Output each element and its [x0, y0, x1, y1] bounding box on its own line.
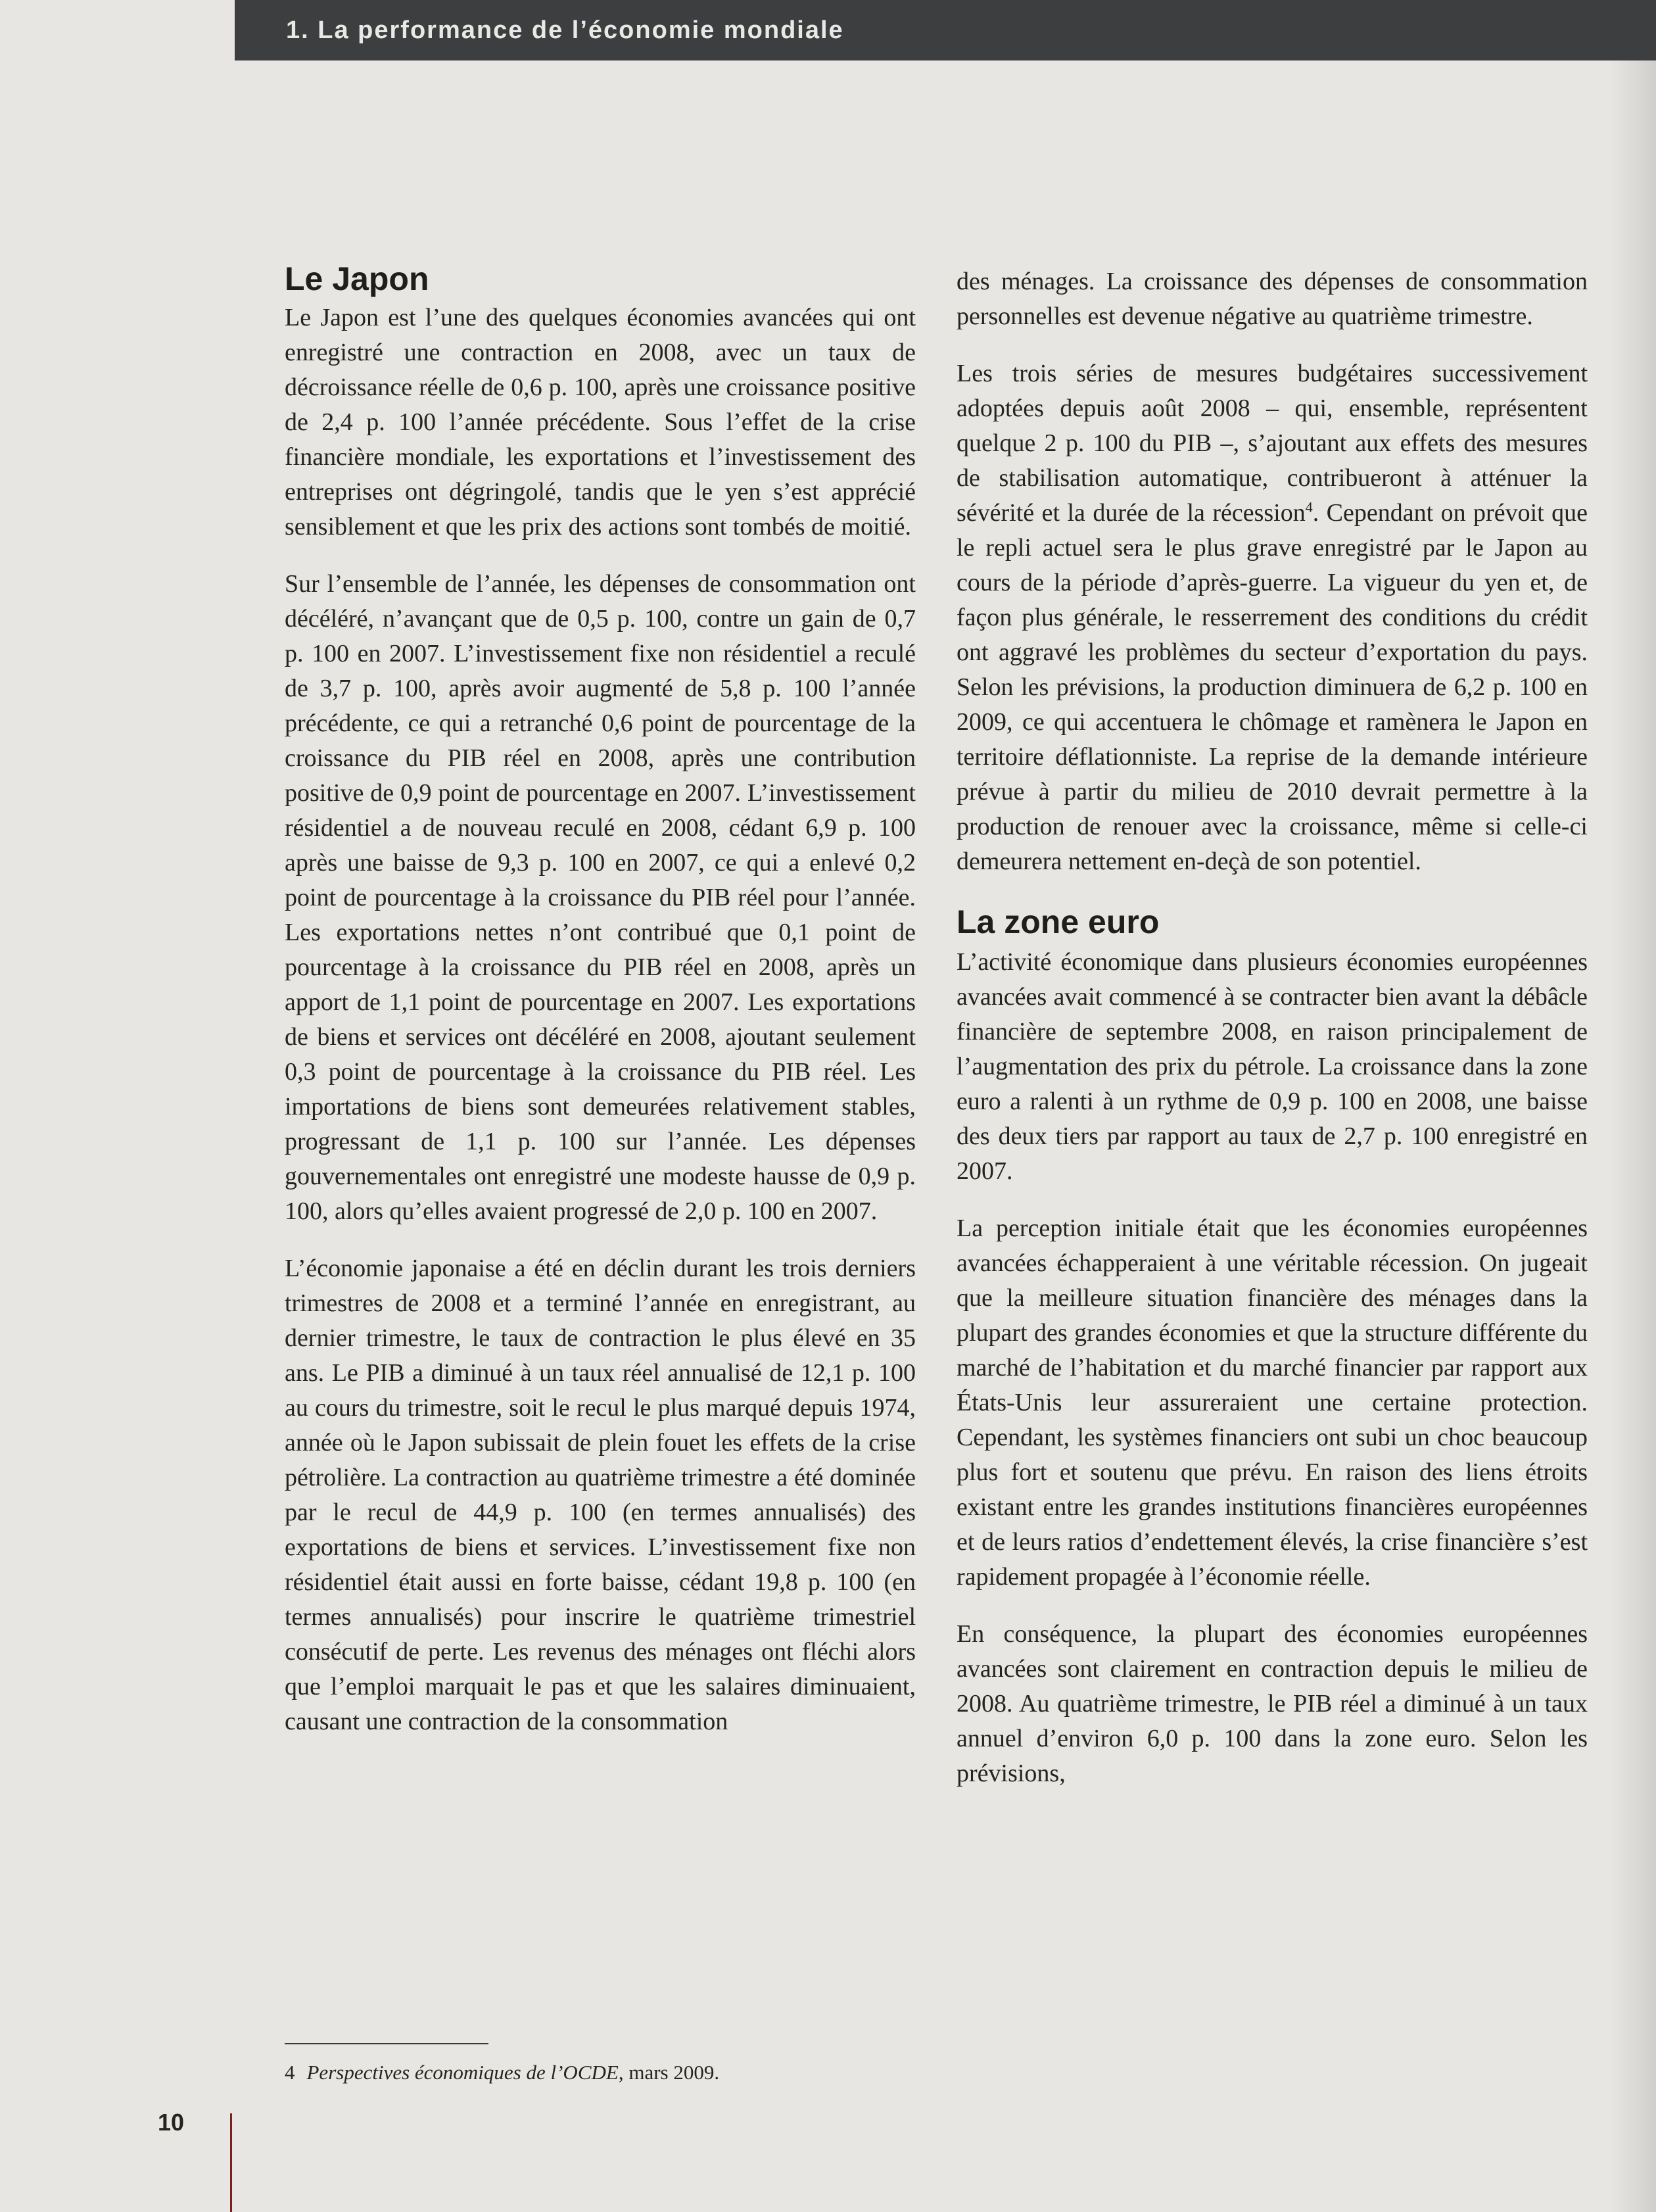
- section-heading-japon: Le Japon: [285, 260, 429, 297]
- paragraph: La perception initiale était que les économies européennes avancées échapperaient à une véritable récession. On jugeait que la meilleure situation financière des ménages dans la plupart des grandes économies et que la structure différente du marché de l’habitation et du marché financier par rapport aux États-Unis leur assureraient une certaine protection. Cependant, les systèmes financiers ont subi un choc beaucoup plus fort et soutenu que prévu. En raison des liens étroits existant entre les grandes institutions financières européennes et de leurs ratios d’endettement élevés, la crise financière s’est rapidement propagée à l’économie réelle.: [957, 1214, 1588, 1591]
- footnote-number: 4: [285, 2061, 295, 2084]
- footnote-source: Perspectives économiques de l’OCDE: [306, 2061, 619, 2084]
- section-heading-zone-euro: La zone euro: [957, 903, 1160, 940]
- page-number: 10: [158, 2109, 185, 2136]
- paragraph: L’économie japonaise a été en déclin durant les trois derniers trimestres de 2008 et a terminé l’année en enregistrant, au dernier trimestre, le taux de contraction le plus élevé en 35 ans. Le PIB a diminué à un taux réel annualisé de 12,1 p. 100 au cours du trimestre, soit le recul le plus marqué depuis 1974, année où le Japon subissait de plein fouet les effets de la crise pétrolière. La contraction au quatrième trimestre a été dominée par le recul de 44,9 p. 100 (en termes annualisés) des exportations de biens et services. L’investissement fixe non résidentiel était aussi en forte baisse, cédant 19,8 p. 100 (en termes annualisés) pour inscrire le quatrième trimestriel consécutif de perte. Les revenus des ménages ont fléchi alors que l’emploi marquait le pas et que les salaires diminuaient, causant une contraction de la consommation: [285, 1255, 916, 1735]
- left-column: [285, 258, 916, 1762]
- paragraph-text: . Cependant on prévoit que le repli actuel sera le plus grave enregistré par le Japon au cours de la période d’après-guerre. La vigueur du yen et, de façon plus générale, le resserrement des conditions du crédit ont aggravé les problèmes du secteur d’exportation du pays. Selon les prévisions, la production diminuera de 6,2 p. 100 en 2009, ce qui accentuera le chômage et ramènera le Japon en territoire déflationniste. La reprise de la demande intérieure prévue à partir du milieu de 2010 devrait permettre à la production de renouer avec la croissance, même si celle-ci demeurera nettement en-deçà de son potentiel.: [957, 499, 1588, 875]
- paragraph: Sur l’ensemble de l’année, les dépenses de consommation ont décéléré, n’avançant que de 0,5 p. 100, contre un gain de 0,7 p. 100 en 2007. L’investissement fixe non résidentiel a reculé de 3,7 p. 100, après avoir augmenté de 5,8 p. 100 l’année précédente, ce qui a retranché 0,6 point de pourcentage de la croissance du PIB réel en 2008, après une contribution positive de 0,9 point de pourcentage en 2007. L’investissement résidentiel a de nouveau reculé en 2008, cédant 6,9 p. 100 après une baisse de 9,3 p. 100 en 2007, ce qui a enlevé 0,2 point de pourcentage à la croissance du PIB réel pour l’année. Les exportations nettes n’ont contribué que 0,1 point de pourcentage à la croissance du PIB réel en 2008, après un apport de 1,1 point de pourcentage en 2007. Les exportations de biens et services ont décéléré en 2008, ajoutant seulement 0,3 point de pourcentage à la croissance du PIB réel. Les importations de biens sont demeurées relativement stables, progressant de 1,1 p. 100 sur l’année. Les dépenses gouvernementales ont enregistré une modeste hausse de 0,9 p. 100, alors qu’elles avaient progressé de 2,0 p. 100 en 2007.: [285, 570, 916, 1225]
- footnote: [285, 2059, 719, 2086]
- page-edge-shadow: [1610, 0, 1656, 2212]
- paragraph: [957, 356, 1588, 879]
- paragraph: En conséquence, la plupart des économies européennes avancées sont clairement en contraction depuis le milieu de 2008. Au quatrième trimestre, le PIB réel a diminué à un taux annuel d’environ 6,0 p. 100 dans la zone euro. Selon les prévisions,: [957, 1620, 1588, 1787]
- footnote-text: , mars 2009.: [618, 2061, 720, 2084]
- right-column: [957, 264, 1588, 1814]
- footnote-divider: [285, 2043, 488, 2044]
- paragraph-text: Les trois séries de mesures budgétaires successivement adoptées depuis août 2008 – qui, ensemble, représentent quelque 2 p. 100 du PIB –, s’ajoutant aux effets des mesures de stabilisation automatique, contribueront à atténuer la sévérité et la durée de la récession: [957, 360, 1588, 527]
- chapter-title: 1. La performance de l’économie mondiale: [286, 16, 844, 44]
- paragraph: L’activité économique dans plusieurs économies européennes avancées avait commencé à se contracter bien avant la débâcle financière de septembre 2008, en raison principalement de l’augmentation des prix du pétrole. La croissance dans la zone euro a ralenti à un rythme de 0,9 p. 100 en 2008, une baisse des deux tiers par rapport au taux de 2,7 p. 100 enregistré en 2007.: [957, 948, 1588, 1185]
- paragraph: Le Japon est l’une des quelques économies avancées qui ont enregistré une contraction en 2008, avec un taux de décroissance réelle de 0,6 p. 100, après une croissance positive de 2,4 p. 100 l’année précédente. Sous l’effet de la crise financière mondiale, les exportations et l’investissement des entreprises ont dégringolé, tandis que le yen s’est apprécié sensiblement et que les prix des actions sont tombés de moitié.: [285, 304, 916, 541]
- paragraph: des ménages. La croissance des dépenses de consommation personnelles est devenue négative au quatrième trimestre.: [957, 268, 1588, 330]
- footnote-reference[interactable]: 4: [1305, 498, 1313, 516]
- page-margin-rule: [230, 2113, 232, 2212]
